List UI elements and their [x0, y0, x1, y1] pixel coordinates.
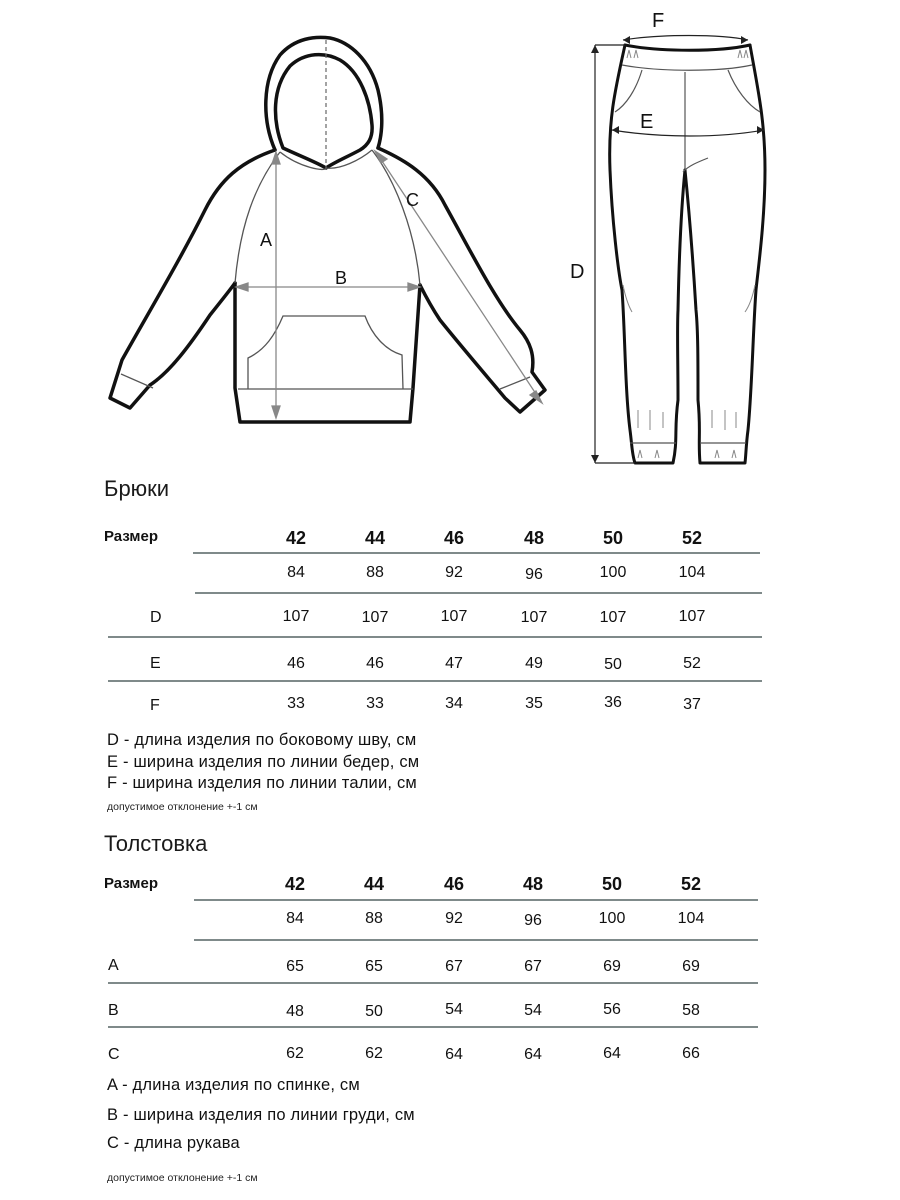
pants-size-header: 50: [602, 528, 624, 548]
pants-tolerance-note: допустимое отклонение +-1 см: [107, 801, 258, 813]
pants-value: 49: [525, 655, 543, 672]
pants-size-header: 52: [681, 528, 703, 548]
pants-value: 107: [678, 608, 706, 625]
pants-value: 36: [604, 694, 622, 711]
pants-legend-e: E - ширина изделия по линии бедер, см: [107, 753, 420, 771]
pants-legend-f: F - ширина изделия по линии талии, см: [107, 774, 417, 792]
pants-value: 107: [282, 608, 310, 625]
hoodie-row-label-a: A: [108, 957, 119, 974]
pants-value: 107: [440, 608, 468, 625]
pants-size-header: 44: [364, 528, 386, 548]
pants-value: 52: [683, 655, 701, 672]
pants-value: 107: [361, 609, 389, 626]
pants-value: 46: [366, 655, 384, 672]
hoodie-section-title: Толстовка: [104, 831, 208, 856]
divider: [195, 592, 762, 594]
hoodie-size-header: 48: [522, 874, 544, 894]
divider: [108, 636, 762, 638]
hoodie-size-header: 52: [680, 874, 702, 894]
pants-value: 33: [366, 695, 384, 712]
pants-size-label: Размер: [104, 528, 159, 545]
hoodie-size-header: 42: [284, 874, 306, 894]
pants-value: 37: [683, 696, 701, 713]
hoodie-value: 66: [682, 1045, 700, 1062]
hoodie-value: 48: [286, 1003, 304, 1020]
pants-value: 47: [445, 655, 463, 672]
divider: [108, 982, 758, 984]
hoodie-legend-a: A - длина изделия по спинке, см: [107, 1076, 360, 1094]
pants-value: 107: [520, 609, 548, 626]
hoodie-size-header: 50: [601, 874, 623, 894]
divider: [108, 1026, 758, 1028]
hoodie-tolerance-note: допустимое отклонение +-1 см: [107, 1172, 258, 1184]
divider: [108, 680, 762, 682]
divider: [194, 939, 758, 941]
pants-illustration: [560, 0, 800, 480]
hoodie-value: 65: [286, 958, 304, 975]
hoodie-value: 56: [603, 1001, 621, 1018]
hoodie-value: 64: [445, 1046, 463, 1063]
hoodie-row-label-b: B: [108, 1002, 119, 1019]
hoodie-value: 62: [365, 1045, 383, 1062]
pants-row-label-f: F: [150, 697, 160, 714]
hoodie-value: 67: [524, 958, 542, 975]
pants-value: 107: [599, 609, 627, 626]
hoodie-legend-c: C - длина рукава: [107, 1134, 240, 1152]
divider: [194, 899, 758, 901]
hoodie-value: 50: [365, 1003, 383, 1020]
pants-subsize: 100: [599, 564, 627, 581]
pants-subsize: 84: [287, 564, 305, 581]
pants-value: 46: [287, 655, 305, 672]
pants-subsize: 96: [525, 566, 543, 583]
pants-size-header: 48: [523, 528, 545, 548]
hoodie-value: 54: [524, 1002, 542, 1019]
hoodie-legend-b: B - ширина изделия по линии груди, см: [107, 1106, 415, 1124]
pants-legend-d: D - длина изделия по боковому шву, см: [107, 731, 417, 749]
hoodie-value: 69: [603, 958, 621, 975]
label-b: B: [335, 268, 348, 288]
hoodie-value: 67: [445, 958, 463, 975]
hoodie-illustration: [0, 0, 560, 440]
hoodie-subsize: 96: [524, 912, 542, 929]
hoodie-subsize: 92: [445, 910, 463, 927]
hoodie-subsize: 100: [598, 910, 626, 927]
label-d: D: [570, 261, 585, 283]
hoodie-size-header: 46: [443, 874, 465, 894]
hoodie-value: 54: [445, 1001, 463, 1018]
hoodie-subsize: 84: [286, 910, 304, 927]
hoodie-value: 58: [682, 1002, 700, 1019]
pants-size-header: 42: [285, 528, 307, 548]
hoodie-value: 69: [682, 958, 700, 975]
label-e: E: [640, 111, 654, 133]
pants-value: 35: [525, 695, 543, 712]
pants-subsize: 104: [678, 564, 706, 581]
hoodie-value: 64: [603, 1045, 621, 1062]
pants-subsize: 92: [445, 564, 463, 581]
pants-size-header: 46: [443, 528, 465, 548]
hoodie-size-label: Размер: [104, 875, 159, 892]
hoodie-subsize: 104: [677, 910, 705, 927]
pants-value: 50: [604, 656, 622, 673]
hoodie-row-label-c: C: [108, 1046, 120, 1063]
label-f: F: [652, 10, 665, 32]
label-a: A: [260, 230, 273, 250]
hoodie-subsize: 88: [365, 910, 383, 927]
pants-section-title: Брюки: [104, 476, 170, 501]
label-c: C: [406, 190, 419, 210]
pants-row-label-d: D: [150, 609, 162, 626]
hoodie-value: 64: [524, 1046, 542, 1063]
hoodie-value: 65: [365, 958, 383, 975]
pants-value: 34: [445, 695, 463, 712]
pants-value: 33: [287, 695, 305, 712]
hoodie-value: 62: [286, 1045, 304, 1062]
pants-subsize: 88: [366, 564, 384, 581]
divider: [193, 552, 760, 554]
hoodie-size-header: 44: [363, 874, 385, 894]
pants-row-label-e: E: [150, 655, 161, 672]
